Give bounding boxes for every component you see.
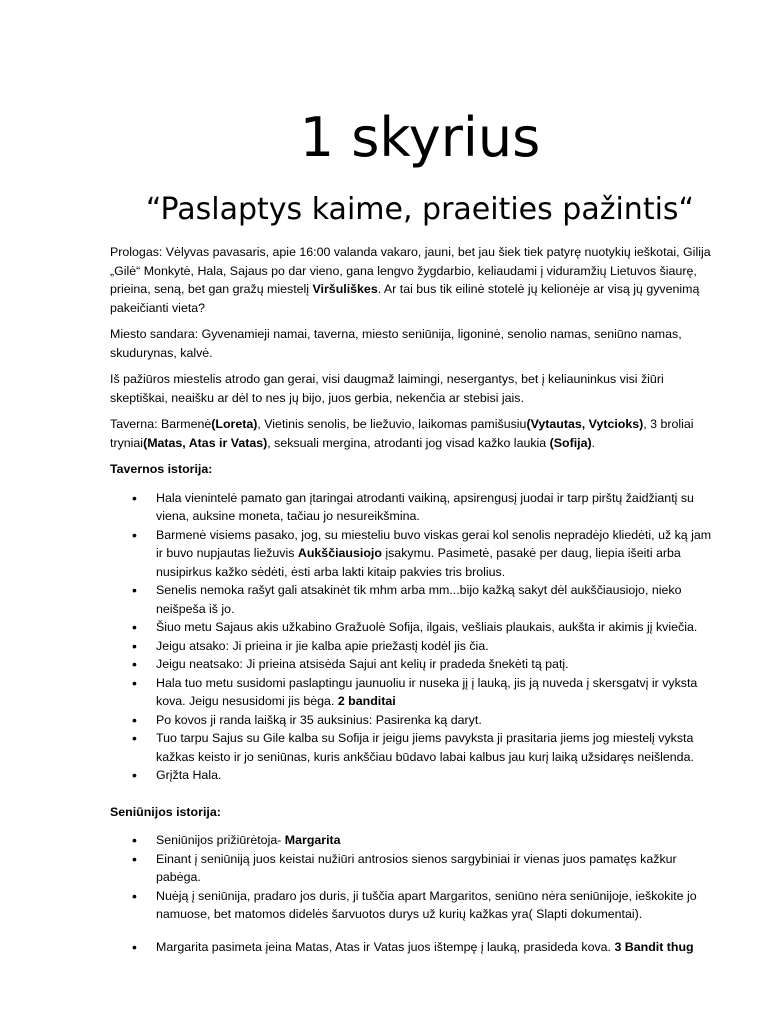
bullet-icon: • (132, 832, 137, 848)
list-item: • Jeigu atsako: Ji prieina ir jie kalba apie priežastį kodėl jis čia. (132, 637, 489, 654)
tavern-people-paragraph: Taverna: Barmenė(Loreta), Vietinis senolis, be liežuvio, laikomas pamišusiu(Vytautas, Vytcioks), 3 broliai tryniai(Matas, Atas ir Vatas), seksuali mergina, atrodanti jog visad kažko laukia (Sofija). (110, 417, 694, 450)
bullet-icon: • (132, 619, 137, 635)
list-item: • Po kovos ji randa laišką ir 35 auksinius: Pasirenka ką daryt. (132, 711, 482, 728)
bullet-icon: • (132, 938, 137, 955)
list-item: • Hala tuo metu susidomi paslaptingu jaunuoliu ir nuseka jį į lauką, jis ją nuveda į skersgatvį ir vyksta kova. Jeigu nesusidomi jis bėga. 2 banditai (132, 674, 698, 708)
bullet-icon: • (132, 489, 137, 506)
townhall-history-heading: Seniūnijos istorija: (110, 804, 221, 819)
chapter-subtitle: “Paslaptys kaime, praeities pažintis“ (145, 192, 695, 227)
bullet-icon: • (132, 526, 137, 543)
list-item: • Nuėją į seniūnija, pradaro jos duris, ji tuščia apart Margaritos, seniūno nėra seniūnijoje, ieškokite jo namuose, bet matomos didelės šarvuotos durys už kurių kažkas yra( Slapti dokumentai). (132, 887, 697, 921)
bullet-icon: • (132, 637, 137, 654)
list-item: • Grįžta Hala. (132, 767, 222, 783)
bullet-icon: • (132, 730, 137, 746)
list-item: • Seniūnijos prižiūrėtoja- Margarita (132, 832, 341, 848)
town-layout-paragraph: Miesto sandara: Gyvenamieji namai, taverna, miesto seniūnija, ligoninė, senolio namas, seniūno namas, skudurynas, kalvė. (110, 327, 682, 360)
document-body (110, 243, 720, 974)
bullet-icon: • (132, 656, 137, 672)
town-name: Viršuliškes (312, 282, 378, 296)
list-item: • Šiuo metu Sajaus akis užkabino Gražuolė Sofija, ilgais, vešliais plaukais, aukšta ir akimis jį kviečia. (132, 619, 698, 635)
tavern-history-heading: Tavernos istorija: (110, 462, 213, 476)
list-item: • Senelis nemoka rašyt gali atsakinėt tik mhm arba mm...bijo kažką sakyt dėl aukščiausiojo, nieko neišpeša iš jo. (132, 582, 682, 616)
bullet-icon: • (132, 711, 137, 728)
list-item: • Hala vienintelė pamato gan įtaringai atrodanti vaikiną, apsirengusį juodai ir tarp pirštų žaidžiantį su viena, auksine moneta, tačiau jo nesureikšmina. (132, 489, 694, 523)
list-item: • Tuo tarpu Sajus su Gile kalba su Sofija ir jeigu jiems pavyksta ji prasitaria jiems jog miestelį vyksta kažkas keisto ir jo seniūnas, kuris ankščiau būdavo labai kalbus jau kurį laiką užsidaręs neišlenda. (132, 730, 694, 764)
bullet-icon: • (132, 850, 137, 867)
bullet-icon: • (132, 674, 137, 691)
bullet-icon: • (132, 582, 137, 598)
town-view-paragraph: Iš pažiūros miestelis atrodo gan gerai, visi daugmaž laimingi, nesergantys, bet į keliauninkus visi žiūri skeptiškai, neaišku ar dėl to nes jų bijo, juos gerbia, nekenčia ar stebisi jais. (110, 372, 664, 405)
chapter-title: 1 skyrius (299, 106, 541, 169)
list-item: • Einant į seniūniją juos keistai nužiūri antrosios sienos sargybiniai ir vienas juos pamatęs kažkur pabėga. (132, 850, 677, 884)
list-item: • Barmenė visiems pasako, jog, su miesteliu buvo viskas gerai kol senolis nepradėjo kliedėti, už ką jam ir buvo nupjautas liežuvis Aukščiausiojo įsakymu. Pasimetė, pasakė per daug, liepia išeiti arba nusipirkus kažko sėdėti, ėsti arba lakti kitaip pakvies tris brolius. (132, 526, 712, 579)
prologue-paragraph: Prologas: Vėlyvas pavasaris, apie 16:00 valanda vakaro, jauni, bet jau šiek tiek patyrę nuotykių ieškotai, Gilija „Gilė“ Monkytė, Hala, Sajaus po dar vieno, gana lengvo žygdarbio, keliaudami į viduramžių Lietuvos šiaurę, prieina, seną, bet gan gražų miestelį Viršuliškes. Ar tai bus tik eilinė stotelė jų kelionėje ar visą jų gyvenimą pakeičianti vieta? (110, 245, 711, 315)
tavern-history-list (110, 489, 720, 785)
townhall-history-list (110, 831, 720, 956)
list-item: • Margarita pasimeta įeina Matas, Atas ir Vatas juos ištempę į lauką, prasideda kova. 3 Bandit thug (132, 938, 694, 955)
bullet-icon: • (132, 887, 137, 904)
list-item: • Jeigu neatsako: Ji prieina atsisėda Sajui ant kelių ir pradeda šnekėti tą patį. (132, 656, 569, 672)
bullet-icon: • (132, 767, 137, 783)
